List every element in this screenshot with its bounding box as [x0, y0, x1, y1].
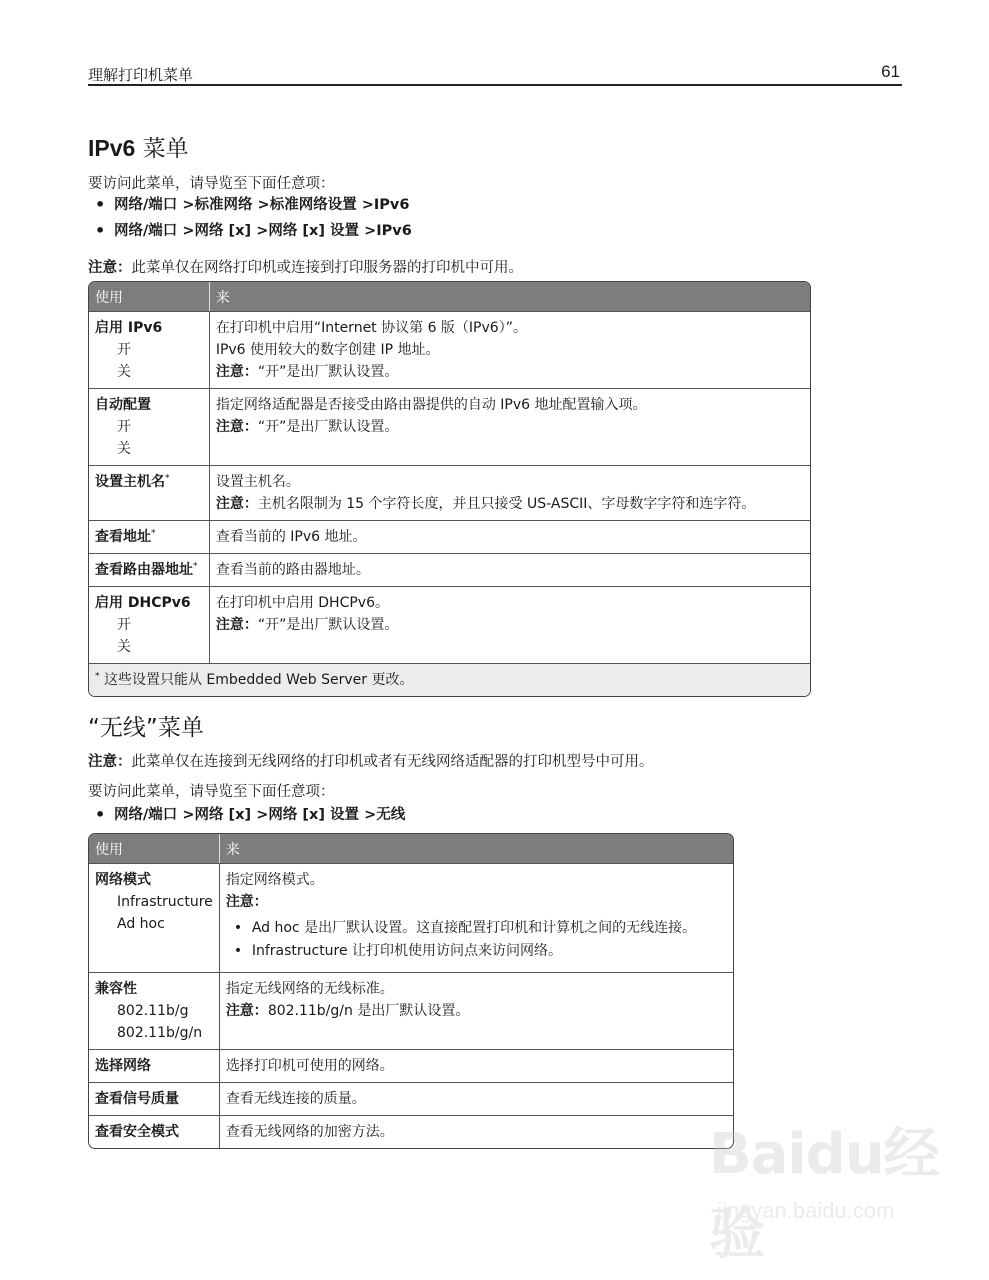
footnote-marker: *	[165, 473, 170, 484]
page-header	[88, 62, 902, 86]
note-label: 注意：	[225, 1003, 268, 1019]
wireless-path-item: • 网络/端口 >网络 [x] >网络 [x] 设置 >无线	[88, 803, 405, 829]
description-note	[216, 614, 804, 636]
option-cell	[89, 553, 210, 586]
wireless-menu-table	[88, 833, 734, 1149]
option-name: 设置主机名	[95, 474, 165, 490]
column-header-to: 来	[220, 834, 733, 863]
wireless-intro: 要访问此菜单，请导览至下面任意项：	[88, 784, 335, 800]
description-text: 查看当前的 IPv6 地址。	[215, 529, 367, 545]
column-header-use: 使用	[89, 834, 220, 863]
wireless-note	[88, 750, 654, 771]
description-text: 选择打印机可使用的网络。	[225, 1058, 394, 1074]
note-text: “开”是出厂默认设置。	[257, 364, 399, 380]
note-text: 802.11b/g/n 是出厂默认设置。	[267, 1003, 470, 1019]
note-label: 注意：	[215, 364, 258, 380]
table-row	[89, 388, 810, 465]
note-text: 此菜单仅在连接到无线网络的打印机或者有无线网络适配器的打印机型号中可用。	[131, 754, 654, 770]
description-note	[216, 493, 804, 515]
option-value: 开	[117, 342, 131, 358]
table-row	[89, 1082, 733, 1115]
option-value: 开	[117, 617, 131, 633]
description-cell	[210, 388, 810, 465]
description-text: 查看无线网络的加密方法。	[225, 1124, 394, 1140]
option-cell	[89, 388, 210, 465]
table-row	[89, 311, 810, 388]
description-cell	[220, 863, 733, 972]
footnote-marker: *	[151, 528, 156, 539]
note-text: “开”是出厂默认设置。	[257, 419, 399, 435]
option-value: Infrastructure	[117, 894, 213, 910]
option-cell	[89, 1082, 220, 1115]
option-name: 选择网络	[95, 1058, 151, 1074]
note-label: 注意：	[88, 754, 132, 770]
note-label: 注意：	[215, 617, 258, 633]
description-text: 在打印机中启用“Internet 协议第 6 版（IPv6）”。	[215, 320, 527, 336]
note-text: 此菜单仅在网络打印机或连接到打印服务器的打印机中可用。	[131, 260, 523, 276]
description-note	[216, 416, 804, 438]
option-name: 查看路由器地址	[95, 562, 193, 578]
option-cell	[89, 863, 220, 972]
description-text: IPv6 使用较大的数字创建 IP 地址。	[215, 342, 440, 358]
note-text: “开”是出厂默认设置。	[257, 617, 399, 633]
description-text: 指定无线网络的无线标准。	[225, 981, 394, 997]
note-text: 主机名限制为 15 个字符长度，并且只接受 US-ASCII、字母数字字符和连字符。	[257, 496, 756, 512]
table-row	[89, 1049, 733, 1082]
description-text: 查看当前的路由器地址。	[215, 562, 370, 578]
option-value: 802.11b/g	[117, 1003, 189, 1019]
option-name: 兼容性	[95, 981, 137, 997]
option-value: 关	[117, 441, 131, 457]
option-value: 关	[117, 364, 131, 380]
table-row	[89, 1115, 733, 1148]
note-label: 注意：	[215, 496, 258, 512]
table-row	[89, 586, 810, 663]
ipv6-path-list	[88, 193, 412, 245]
table-header-row	[89, 282, 810, 311]
table-row	[89, 465, 810, 520]
description-cell	[210, 311, 810, 388]
footnote-row	[89, 663, 810, 696]
note-bullet-item: • Infrastructure 让打印机使用访问点来访问网络。	[226, 940, 727, 963]
option-cell	[89, 972, 220, 1049]
table-row	[89, 863, 733, 972]
note-label: 注意：	[215, 419, 258, 435]
footnote-text: 这些设置只能从 Embedded Web Server 更改。	[99, 672, 414, 688]
ipv6-title-bold: IPv6	[88, 135, 136, 161]
ipv6-menu-table	[88, 281, 811, 697]
option-value: 开	[117, 419, 131, 435]
description-cell	[210, 553, 810, 586]
description-cell	[210, 520, 810, 553]
ipv6-note	[88, 256, 523, 277]
note-bullet-item: • Ad hoc 是出厂默认设置。这直接配置打印机和计算机之间的无线连接。	[226, 917, 727, 940]
description-text: 查看无线连接的质量。	[225, 1091, 366, 1107]
watermark-logo: Baidu经验	[709, 1122, 939, 1267]
option-cell	[89, 1115, 220, 1148]
page-number: 61	[881, 62, 900, 81]
footnote-marker: *	[95, 671, 100, 682]
header-title: 理解打印机菜单	[88, 66, 194, 84]
description-text: 指定网络适配器是否接受由路由器提供的自动 IPv6 地址配置输入项。	[215, 397, 647, 413]
option-name: 查看信号质量	[95, 1091, 179, 1107]
ipv6-path-item: • 网络/端口 >标准网络 >标准网络设置 >IPv6	[88, 193, 412, 219]
baidu-watermark	[709, 1110, 939, 1267]
note-bullet-list	[226, 917, 727, 963]
ipv6-title-rest: 菜单	[135, 136, 189, 162]
wireless-section-title: “无线”菜单	[88, 715, 204, 741]
ipv6-path-item: • 网络/端口 >网络 [x] >网络 [x] 设置 >IPv6	[88, 219, 412, 245]
option-name: 自动配置	[95, 397, 151, 413]
note-label: 注意：	[225, 894, 268, 910]
table-row	[89, 520, 810, 553]
description-cell	[220, 972, 733, 1049]
option-value: 802.11b/g/n	[117, 1025, 203, 1041]
option-name: 查看安全模式	[95, 1124, 179, 1140]
description-text: 在打印机中启用 DHCPv6。	[215, 595, 389, 611]
description-cell	[220, 1115, 733, 1148]
option-cell	[89, 465, 210, 520]
ipv6-section-title	[88, 130, 189, 163]
description-cell	[220, 1049, 733, 1082]
option-value: 关	[117, 639, 131, 655]
description-note	[226, 1000, 727, 1022]
column-header-use: 使用	[89, 282, 210, 311]
description-note	[216, 361, 804, 383]
description-cell	[210, 586, 810, 663]
note-label: 注意：	[88, 260, 132, 276]
option-name: 查看地址	[95, 529, 151, 545]
option-cell	[89, 1049, 220, 1082]
option-name: 启用 DHCPv6	[95, 595, 191, 611]
description-text: 指定网络模式。	[225, 872, 324, 888]
option-cell	[89, 311, 210, 388]
footnote-marker: *	[193, 561, 198, 572]
description-cell	[210, 465, 810, 520]
table-row	[89, 553, 810, 586]
option-cell	[89, 520, 210, 553]
column-header-to: 来	[210, 282, 810, 311]
option-value: Ad hoc	[117, 916, 165, 932]
wireless-path-list	[88, 803, 405, 829]
footnote-cell	[89, 663, 810, 696]
option-name: 启用 IPv6	[95, 320, 163, 336]
table-row	[89, 972, 733, 1049]
description-cell	[220, 1082, 733, 1115]
watermark-url: jingyan.baidu.com	[717, 1198, 895, 1223]
ipv6-intro: 要访问此菜单，请导览至下面任意项：	[88, 176, 335, 192]
option-cell	[89, 586, 210, 663]
table-header-row	[89, 834, 733, 863]
option-name: 网络模式	[95, 872, 151, 888]
description-text: 设置主机名。	[215, 474, 300, 490]
